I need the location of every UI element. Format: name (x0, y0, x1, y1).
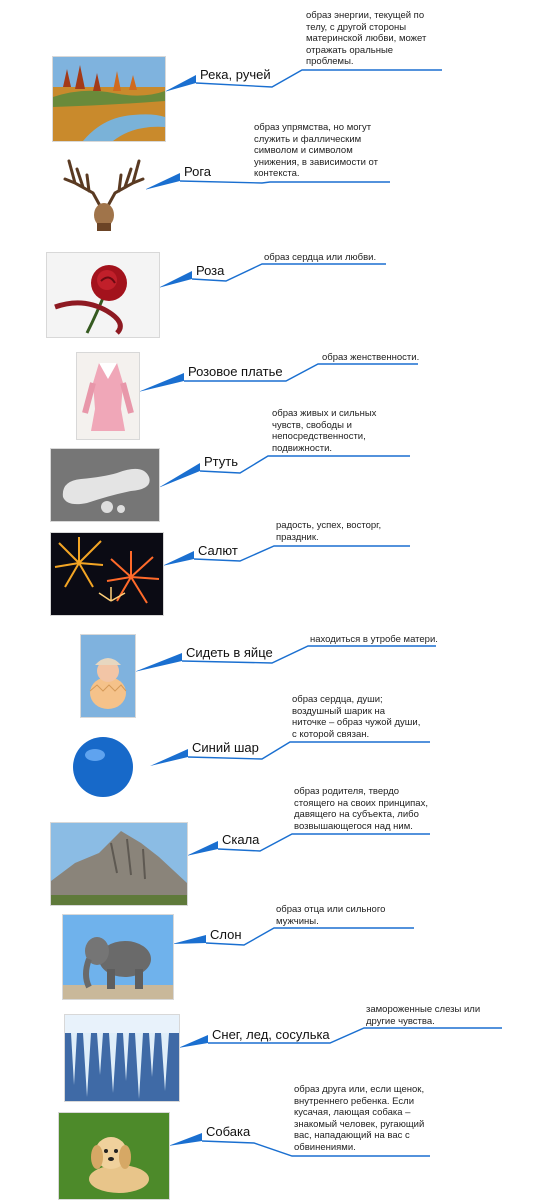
baby-in-egg-image (80, 634, 136, 718)
term-label: Салют (198, 543, 238, 558)
term-label: Сидеть в яйце (186, 645, 273, 660)
term-description: образ живых и сильных чувств, свободы и непосредственности, подвижности. (272, 408, 377, 454)
term-label: Ртуть (204, 454, 238, 469)
term-description: образ упрямства, но могут служить и фаллическим символом и символом унижения, в зависимости от контекста. (254, 122, 378, 179)
term-description: образ сердца, души; воздушный шарик на ниточке – образ чужой души, с которой связан. (292, 694, 421, 740)
connector-pointer (158, 463, 200, 488)
connector-pointer (168, 1133, 202, 1146)
term-description: образ женственности. (322, 352, 420, 363)
term-label: Синий шар (192, 740, 259, 755)
term-label: Слон (210, 927, 242, 942)
term-description: образ друга или, если щенок, внутреннего ребенка. Если кусачая, лающая собака – знакомый человек, ругающий вас, нападающий на вас с обвинениями. (294, 1084, 425, 1153)
elephant-image (62, 914, 174, 1000)
connector-pointer (158, 271, 192, 288)
term-description: находиться в утробе матери. (310, 634, 438, 645)
pink-dress-image (76, 352, 140, 440)
term-description: радость, успех, восторг, праздник. (276, 520, 382, 543)
connector-pointer (162, 551, 194, 566)
connector-leader-line (180, 181, 390, 183)
connector-pointer (172, 935, 206, 944)
red-rose-image (46, 252, 160, 338)
term-description: замороженные слезы или другие чувства. (366, 1004, 481, 1027)
term-description: образ сердца или любви. (264, 252, 377, 263)
term-description: образ родителя, твердо стоящего на своих принципах, давящего на субъекта, либо возвышающегося над ним. (294, 786, 428, 832)
term-label: Рога (184, 164, 212, 179)
fireworks-image (50, 532, 164, 616)
connector-pointer (164, 75, 196, 92)
rock-cliff-image (50, 822, 188, 906)
connector-pointer (138, 373, 184, 392)
term-description: образ энергии, текущей по телу, с другой стороны материнской любви, может отражать оральные проблемы. (306, 10, 427, 67)
connector-pointer (134, 653, 182, 672)
term-label: Розовое платье (188, 364, 283, 379)
term-label: Роза (196, 263, 225, 278)
blue-ball-image (70, 734, 136, 800)
term-description: образ отца или сильного мужчины. (276, 904, 386, 927)
icicles-image (64, 1014, 180, 1102)
antlers-image (62, 152, 146, 234)
term-label: Собака (206, 1124, 251, 1139)
connector-pointer (150, 749, 188, 766)
term-label: Скала (222, 832, 260, 847)
term-label: Снег, лед, сосулька (212, 1027, 330, 1042)
connector-pointer (178, 1035, 208, 1048)
river-landscape-image (52, 56, 166, 142)
puppy-image (58, 1112, 170, 1200)
term-label: Река, ручей (200, 67, 271, 82)
mercury-drops-image (50, 448, 160, 522)
connector-pointer (144, 173, 180, 190)
connector-pointer (186, 841, 218, 856)
